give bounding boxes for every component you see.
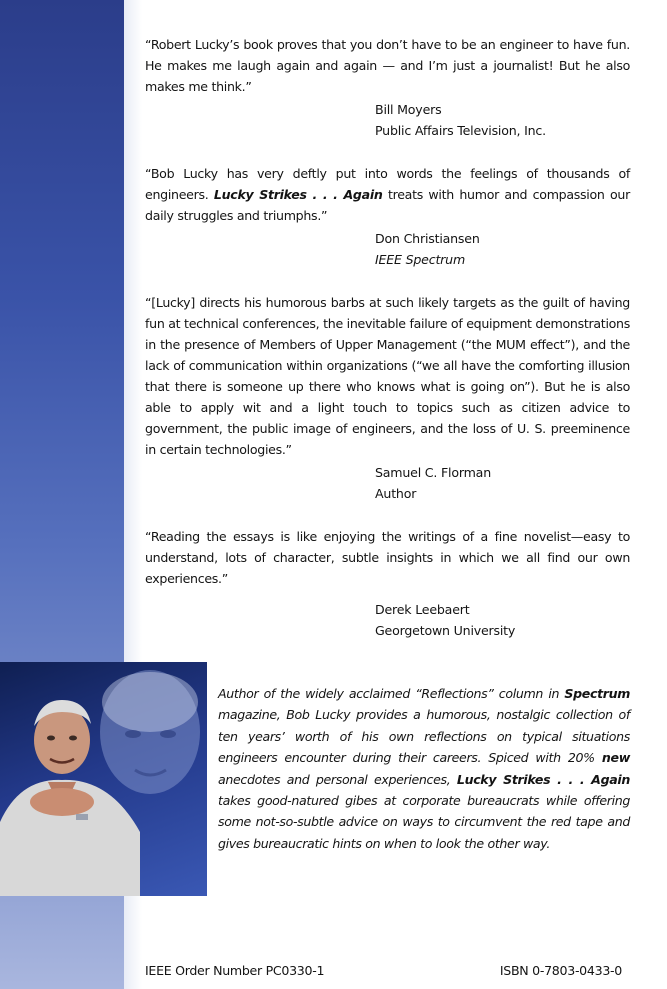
- quote-block: [145, 526, 630, 641]
- attribution-affiliation: Georgetown University: [375, 623, 516, 638]
- book-title: Lucky Strikes . . . Again: [456, 771, 630, 787]
- quote-block: [145, 163, 630, 270]
- quote-text-part: treats with humor and compassion our daily struggles and triumphs.”: [145, 187, 630, 223]
- book-description: [218, 683, 630, 854]
- quote-block: [145, 292, 630, 504]
- quote-text: “[Lucky] directs his humorous barbs at such likely targets as the guilt of having fun at technical conferences, the inevitable failure of equipment demonstrations in the presence of Members of Upper Management (“the MUM effect”), and the lack of communication within organizations (“we all have the comforting illusion that there is someone up there who knows what is going on”). But he is also able to apply wit and a light touch to topics such as citizen advice to government, the public image of engineers, and the loss of U. S. preeminence in certain technologies.”: [145, 295, 630, 457]
- book-title: Lucky Strikes . . . Again: [213, 187, 383, 202]
- blurb-text: magazine, Bob Lucky provides a humorous, nostalgic collection of ten years’ worth of his own reflections on typical situations engineers encounter during their careers. Spiced with 20%: [218, 707, 630, 766]
- attribution-name: Samuel C. Florman: [375, 465, 491, 480]
- quote-attribution: [375, 99, 630, 141]
- quote-text: “Reading the essays is like enjoying the writings of a fine novelist—easy to understand, lots of character, subtle insights in which we all find our own experiences.”: [145, 529, 630, 586]
- quote-text: “Robert Lucky’s book proves that you don’t have to be an engineer to have fun. He makes me laugh again and again — and I’m just a journalist! But he also makes me think.”: [145, 37, 630, 94]
- order-number: IEEE Order Number PC0330-1: [145, 963, 325, 978]
- quote-text: [145, 163, 630, 226]
- attribution-affiliation: Author: [375, 486, 417, 501]
- magazine-name: Spectrum: [564, 686, 630, 701]
- quote-attribution: [375, 599, 630, 641]
- isbn: ISBN 0-7803-0433-0: [499, 963, 622, 978]
- quote-block: [145, 34, 630, 141]
- author-photo: [0, 662, 207, 896]
- blurb-text: anecdotes and personal experiences,: [218, 771, 457, 787]
- attribution-affiliation: Public Affairs Television, Inc.: [375, 123, 546, 138]
- new-emphasis: new: [601, 750, 630, 766]
- quote-attribution: [375, 462, 630, 504]
- attribution-name: Bill Moyers: [375, 102, 442, 117]
- blurb-text: takes good-natured gibes at corporate bureaucrats while offering some not-so-subtle advice on ways to circumvent the red tape and gives bureaucratic hints on when to look the other way.: [218, 793, 630, 851]
- attribution-name: Derek Leebaert: [375, 602, 470, 617]
- quote-attribution: [375, 228, 630, 270]
- quote-text-part: “Bob Lucky has very deftly put into words the feelings of thousands of engineers.: [145, 166, 630, 202]
- attribution-name: Don Christiansen: [375, 231, 480, 246]
- attribution-affiliation: IEEE Spectrum: [375, 252, 466, 267]
- endorsement-quotes: [145, 34, 630, 663]
- blurb-text: Author of the widely acclaimed “Reflections” column in: [218, 686, 565, 701]
